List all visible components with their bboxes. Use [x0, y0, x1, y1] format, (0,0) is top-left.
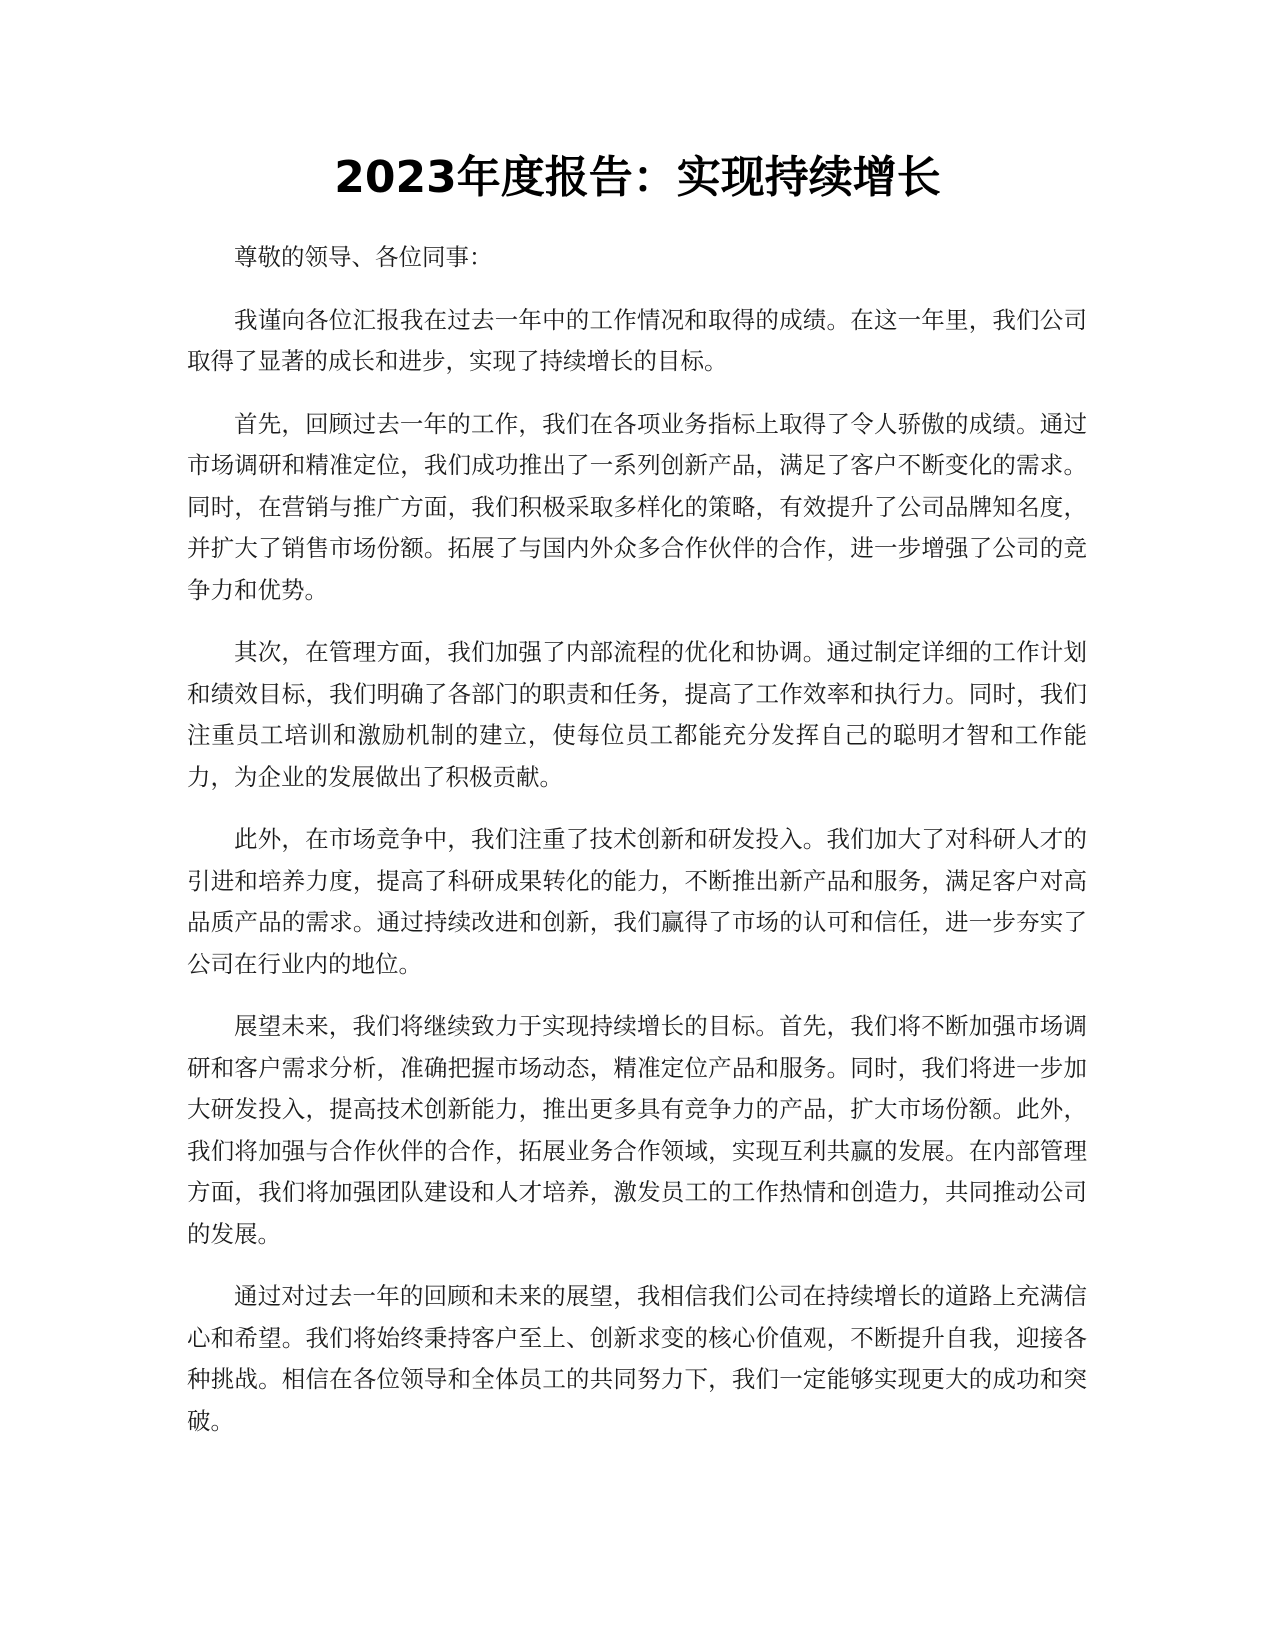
salutation: 尊敬的领导、各位同事： [234, 243, 493, 271]
document-title: 2023年度报告：实现持续增长 [334, 152, 941, 203]
document-body [187, 237, 1087, 1463]
paragraph-business-review: 首先，回顾过去一年的工作，我们在各项业务指标上取得了令人骄傲的成绩。通过市场调研和精准定位，我们成功推出了一系列创新产品，满足了客户不断变化的需求。同时，在营销与推广方面，我们积极采取多样化的策略，有效提升了公司品牌知名度，并扩大了销售市场份额。拓展了与国内外众多合作伙伴的合作，进一步增强了公司的竞争力和优势。 [187, 409, 1087, 604]
paragraph-intro: 我谨向各位汇报我在过去一年中的工作情况和取得的成绩。在这一年里，我们公司取得了显著的成长和进步，实现了持续增长的目标。 [187, 305, 1087, 375]
paragraph-conclusion: 通过对过去一年的回顾和未来的展望，我相信我们公司在持续增长的道路上充满信心和希望。我们将始终秉持客户至上、创新求变的核心价值观，不断提升自我，迎接各种挑战。相信在各位领导和全体员工的共同努力下，我们一定能够实现更大的成功和突破。 [187, 1282, 1087, 1435]
paragraph-outlook: 展望未来，我们将继续致力于实现持续增长的目标。首先，我们将不断加强市场调研和客户需求分析，准确把握市场动态，精准定位产品和服务。同时，我们将进一步加大研发投入，提高技术创新能力，推出更多具有竞争力的产品，扩大市场份额。此外，我们将加强与合作伙伴的合作，拓展业务合作领域，实现互利共赢的发展。在内部管理方面，我们将加强团队建设和人才培养，激发员工的工作热情和创造力，共同推动公司的发展。 [187, 1012, 1087, 1248]
paragraph-management: 其次，在管理方面，我们加强了内部流程的优化和协调。通过制定详细的工作计划和绩效目标，我们明确了各部门的职责和任务，提高了工作效率和执行力。同时，我们注重员工培训和激励机制的建立，使每位员工都能充分发挥自己的聪明才智和工作能力，为企业的发展做出了积极贡献。 [187, 638, 1087, 791]
paragraph-innovation: 此外，在市场竞争中，我们注重了技术创新和研发投入。我们加大了对科研人才的引进和培养力度，提高了科研成果转化的能力，不断推出新产品和服务，满足客户对高品质产品的需求。通过持续改进和创新，我们赢得了市场的认可和信任，进一步夯实了公司在行业内的地位。 [187, 825, 1087, 978]
